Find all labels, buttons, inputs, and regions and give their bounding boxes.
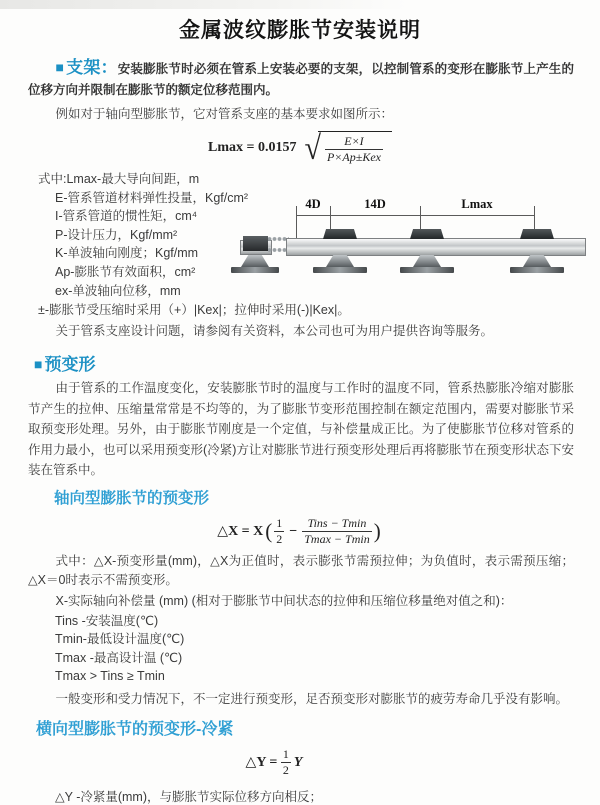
dim-label-14d: 14D bbox=[364, 197, 386, 211]
axial-formula-lhs: △X = X bbox=[217, 524, 264, 539]
variable-line: I-管系管道的惯性矩，cm⁴ bbox=[55, 209, 198, 224]
variable-line: K-单波轴向刚度；Kgf/mm bbox=[55, 246, 199, 261]
minus-operator: − bbox=[289, 523, 298, 539]
support-intro-paragraph bbox=[28, 57, 574, 101]
axial-note: 一般变形和受力情况下，不一定进行预变形，足否预变形对膨胀节的疲劳寿命几乎没有影响。 bbox=[55, 691, 569, 706]
half-denominator: 2 bbox=[282, 763, 289, 777]
variable-line: ex-单波轴向位移，mm bbox=[55, 283, 181, 298]
axial-formula bbox=[0, 515, 600, 549]
anchor-block bbox=[243, 236, 268, 251]
pipe bbox=[286, 238, 586, 256]
pipe-saddle bbox=[413, 255, 441, 267]
lmax-formula-fraction bbox=[325, 134, 383, 165]
axial-heading: 轴向型膨胀节的预变形 bbox=[54, 489, 210, 507]
support-example-text: 例如对于轴向型膨胀节，它对管系支座的基本要求如图所示： bbox=[55, 107, 394, 121]
temp-inequality: Tmax > Tins ≥ Tmin bbox=[55, 669, 165, 683]
lateral-formula-rhs: Y bbox=[293, 754, 303, 770]
lateral-heading: 横向型膨胀节的预变形-冷紧 bbox=[36, 720, 234, 738]
temperature-denominator: Tmax − Tmin bbox=[304, 532, 370, 546]
lmax-formula bbox=[0, 129, 600, 167]
lmax-formula-numerator: E×I bbox=[344, 133, 364, 148]
variable-line: Ap-膨胀节有效面积，cm² bbox=[55, 264, 196, 279]
blue-square-icon: ■ bbox=[34, 356, 43, 372]
pipe-support-base bbox=[510, 267, 564, 273]
lateral-formula bbox=[0, 748, 574, 778]
pipe-support-base bbox=[313, 267, 367, 273]
dim-label-4d: 4D bbox=[305, 197, 321, 211]
pipe-saddle bbox=[326, 255, 354, 267]
open-paren: ( bbox=[265, 519, 273, 543]
support-spacing-diagram bbox=[240, 198, 586, 284]
predeform-paragraph: 由于管系的工作温度变化，安装膨胀节时的温度与工作时的温度不同，管系热膨胀冷缩对膨胀节产生的拉伸、压缩量常常是不均等的，为了膨胀节变形范围控制在额定范围内，需要对膨胀节采取预变形处理。另外，由于膨胀节刚度是一个定值，与补偿量成正比。为了使膨胀节位移对管系的作用力最小，也可以采用预变形(冷紧)方让对膨胀节进行预变形处理后再将膨胀节在预变形状态下安装在管系中。 bbox=[28, 381, 574, 477]
dim-label-lmax: Lmax bbox=[461, 197, 493, 211]
variable-line: P-设计压力，Kgf/mm² bbox=[55, 227, 178, 242]
temperature-definitions bbox=[55, 612, 600, 686]
close-paren: ) bbox=[373, 519, 381, 543]
square-root-sign: √ bbox=[304, 129, 321, 167]
lateral-formula-lhs: △Y = bbox=[245, 755, 278, 770]
pipe-saddle bbox=[523, 255, 551, 267]
pipe-clamp bbox=[323, 229, 357, 239]
lmax-formula-lhs: Lmax = 0.0157 bbox=[208, 139, 297, 155]
page-title: 金属波纹膨胀节安装说明 bbox=[179, 19, 421, 42]
consult-note: 关于管系支座设计问题，请参阅有关资料，本公司也可为用户提供咨询等服务。 bbox=[55, 324, 494, 338]
half-numerator: 1 bbox=[282, 747, 289, 761]
section-header-support bbox=[56, 58, 118, 77]
variable-line: E-管系管道材料弹性投量，Kgf/cm² bbox=[55, 190, 249, 205]
one-half-fraction bbox=[281, 747, 291, 778]
section-header-support-label: 支架： bbox=[66, 58, 118, 77]
section-header-predeform-label: 预变形 bbox=[44, 355, 96, 374]
temperature-fraction bbox=[302, 516, 371, 547]
tick-mark bbox=[296, 206, 297, 239]
axial-desc1: 式中：△X-预变形量(mm)，△X为正值时，表示膨张节需预拉伸；为负值时，表示需预压缩；△X＝0时表示不需预变形。 bbox=[28, 553, 574, 587]
support-intro-text: 安装膨胀节时必须在管系上安装必要的支架，以控制管系的变形在膨胀节上产生的位移方向并限制在膨胀节的额定位移范围内。 bbox=[28, 62, 574, 97]
anchor-base bbox=[231, 267, 279, 273]
anchor-saddle bbox=[241, 255, 269, 267]
pipe-clamp bbox=[520, 229, 554, 239]
temp-line-tins: Tins -安装温度(℃) bbox=[55, 613, 159, 628]
lateral-desc: △Y -冷紧量(mm)，与膨胀节实际位移方向相反； bbox=[55, 789, 323, 804]
temp-line-tmin: Tmin-最低设计温度(℃) bbox=[55, 632, 185, 646]
plus-minus-note: ±-膨胀节受压缩时采用（+）|Kex|；拉伸时采用(-)|Kex|。 bbox=[38, 303, 350, 317]
lmax-formula-denominator: P×Ap±Kex bbox=[326, 149, 381, 164]
one-half-fraction bbox=[274, 516, 284, 547]
square-root-body bbox=[318, 131, 392, 165]
axial-desc2: X-实际轴向补偿量 (mm) (相对于膨胀节中间状态的拉伸和压缩位移量绝对值之和)： bbox=[55, 593, 513, 608]
scan-edge-shadow bbox=[0, 0, 408, 9]
pipe-clamp bbox=[410, 229, 444, 239]
variables-and-diagram bbox=[38, 170, 600, 300]
half-numerator: 1 bbox=[276, 516, 283, 530]
section-header-predeform bbox=[34, 350, 600, 375]
temp-line-tmax: Tmax -最高设计温 (℃) bbox=[55, 650, 183, 665]
pipe-support-base bbox=[400, 267, 454, 273]
dimension-line bbox=[296, 215, 534, 216]
half-denominator: 2 bbox=[276, 532, 283, 546]
variable-line: 式中:Lmax-最大导向间距，m bbox=[38, 172, 200, 186]
blue-square-icon: ■ bbox=[55, 59, 65, 75]
temperature-numerator: Tins − Tmin bbox=[307, 516, 367, 530]
